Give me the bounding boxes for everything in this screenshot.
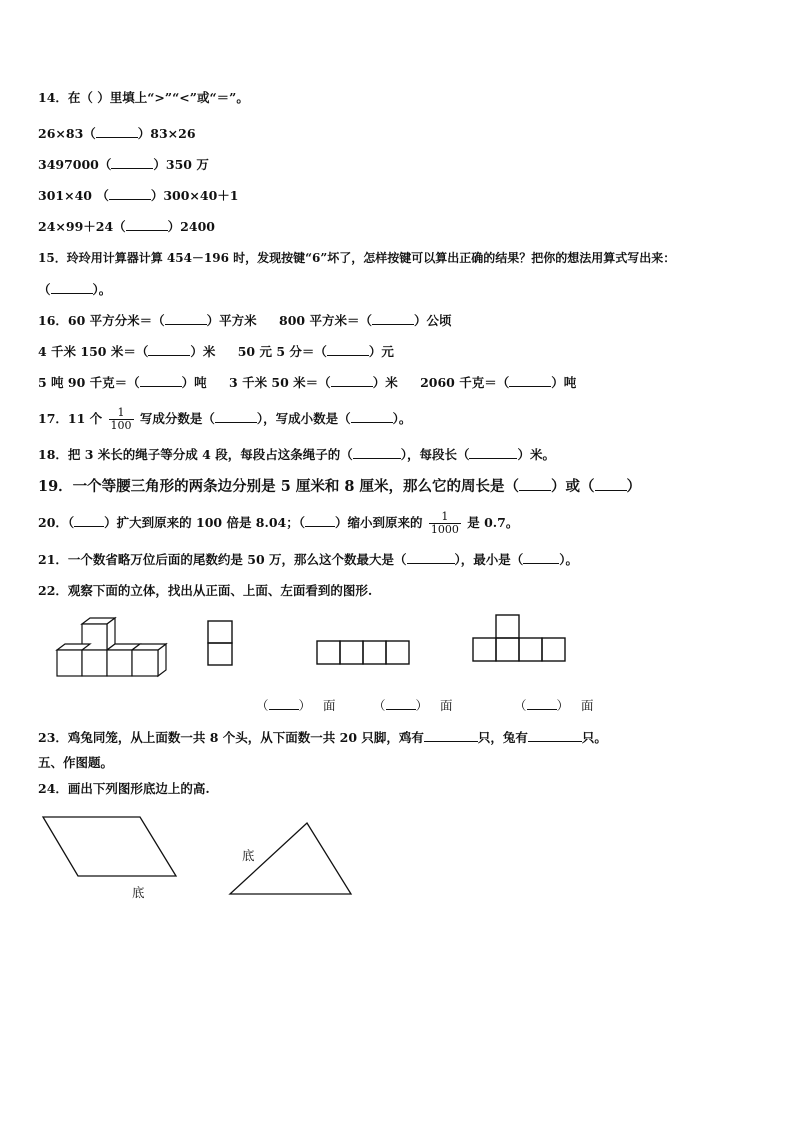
q16-row-3: 5 吨 90 千克＝（ ）吨 3 千米 50 米＝（ ）米 2060 千克＝（ ）吨 [38, 375, 577, 390]
q16-row-1: 16．60 平方分米＝（ ）平方米 800 平方米＝（ ）公顷 [38, 313, 452, 328]
q14-row-2: 3497000（ ）350 万 [38, 157, 209, 172]
q15-text: 15．玲玲用计算器计算 454－196 时，发现按键“6”坏了，怎样按键可以算出正确的结果？把你的想法用算式写出来： [38, 251, 676, 265]
answer-blank[interactable] [111, 156, 153, 169]
parallelogram-figure [42, 816, 178, 878]
answer-blank[interactable] [509, 374, 551, 387]
triangle-base-label: 底 [242, 848, 255, 863]
answer-blank[interactable] [353, 446, 401, 459]
q19: 19．一个等腰三角形的两条边分别是 5 厘米和 8 厘米，那么它的周长是（ ）或（ ） [38, 478, 642, 495]
answer-blank[interactable] [327, 343, 369, 356]
q22-title: 22．观察下面的立体，找出从正面、上面、左面看到的图形. [38, 583, 373, 598]
answer-blank[interactable] [51, 281, 93, 294]
answer-blank[interactable] [528, 729, 582, 742]
q23: 23．鸡兔同笼，从上面数一共 8 个头，从下面数一共 20 只脚，鸡有 只，兔有 只。 [38, 730, 607, 745]
answer-blank[interactable] [126, 218, 168, 231]
answer-blank[interactable] [407, 551, 455, 564]
answer-blank[interactable] [469, 446, 517, 459]
answer-blank[interactable] [372, 312, 414, 325]
section-5-heading: 五、作图题。 [38, 755, 114, 770]
answer-blank[interactable] [527, 697, 557, 710]
q24-title: 24．画出下列图形底边上的高. [38, 781, 210, 796]
answer-blank[interactable] [331, 374, 373, 387]
answer-blank[interactable] [74, 514, 104, 527]
answer-blank[interactable] [109, 187, 151, 200]
q20: 20．（ ）扩大到原来的 100 倍是 8.04；（ ）缩小到原来的 $\frac{1}{1000}$ 是 0.7。 [38, 510, 519, 536]
answer-blank[interactable] [140, 374, 182, 387]
view-figure-four-horizontal-squares [316, 640, 410, 666]
q14-row-4: 24×99＋24（ ）2400 [38, 219, 215, 234]
answer-blank[interactable] [305, 514, 335, 527]
answer-blank[interactable] [595, 478, 627, 491]
answer-blank[interactable] [96, 125, 138, 138]
q17: 17．11 个 $\frac{1}{100}$ 写成分数是（ ），写成小数是（ ）。 [38, 406, 412, 432]
view-label-2: （ ） 面 [373, 698, 453, 713]
q16-row-2: 4 千米 150 米＝（ ）米 50 元 5 分＝（ ）元 [38, 344, 394, 359]
answer-blank[interactable] [215, 410, 257, 423]
q14-row-3: 301×40 （ ）300×40＋1 [38, 188, 239, 203]
fraction-1-1000: $\frac{1}{1000}$ [430, 510, 459, 536]
q14-title: 14．在（ ）里填上“>”“<”或“＝”。 [38, 90, 249, 105]
q18: 18．把 3 米长的绳子等分成 4 段，每段占这条绳子的（ ），每段长（ ）米。 [38, 447, 555, 462]
answer-blank[interactable] [269, 697, 299, 710]
answer-blank[interactable] [148, 343, 190, 356]
q15-answer: （ ）。 [38, 282, 112, 297]
answer-blank[interactable] [351, 410, 393, 423]
q14-row-1: 26×83（ ）83×26 [38, 126, 196, 141]
answer-blank[interactable] [519, 478, 551, 491]
answer-blank[interactable] [523, 551, 559, 564]
q21: 21．一个数省略万位后面的尾数约是 50 万，那么这个数最大是（ ），最小是（ ）。 [38, 552, 579, 567]
answer-blank[interactable] [424, 729, 478, 742]
view-figure-two-vertical-squares [207, 620, 233, 666]
view-label-3: （ ） 面 [514, 698, 594, 713]
view-label-1: （ ） 面 [256, 698, 336, 713]
answer-blank[interactable] [386, 697, 416, 710]
solid-cubes-figure [56, 618, 168, 680]
answer-blank[interactable] [165, 312, 207, 325]
parallelogram-base-label: 底 [132, 885, 145, 900]
view-figure-t-shape-squares [472, 614, 568, 662]
fraction-1-100: $\frac{1}{100}$ [110, 406, 132, 432]
